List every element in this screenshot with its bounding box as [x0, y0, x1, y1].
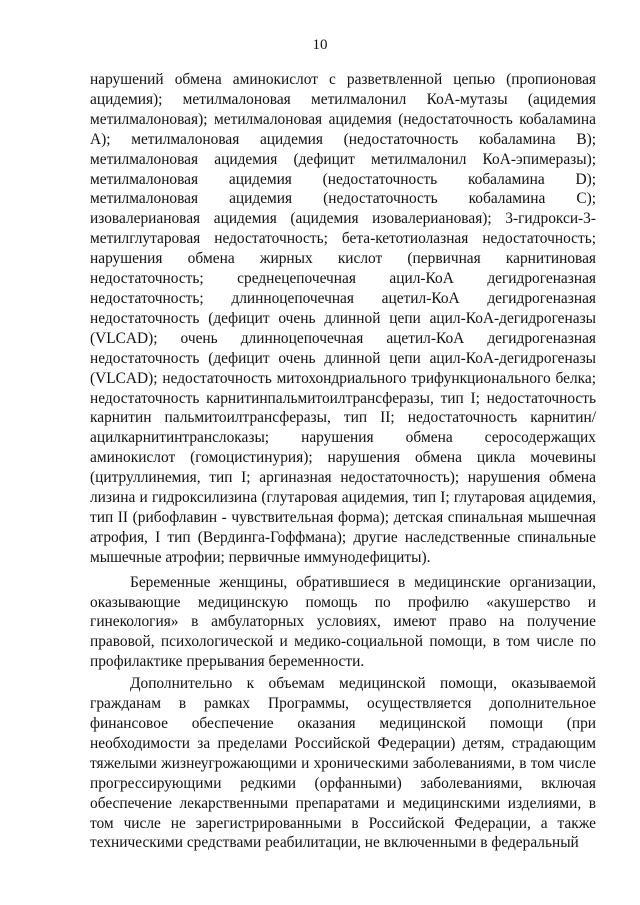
paragraph-continuation-disease-list: нарушений обмена аминокислот с разветвленной цепью (пропионовая ацидемия); метилмалоновая метилмалонил КоА-мутазы (ацидемия метилмалоновая); метилмалоновая ацидемия (недостаточность кобаламина А); метилмалоновая ацидемия (недостаточность кобаламина В); метилмалоновая ацидемия (дефицит метилмалонил КоА-эпимеразы); метилмалоновая ацидемия (недостаточность кобаламина D); метилмалоновая ацидемия (недостаточность кобаламина С); изовалериановая ацидемия (ацидемия изовалериановая); 3-гидрокси-3-метилглутаровая недостаточность; бета-кетотиолазная недостаточность; нарушения обмена жирных кислот (первичная карнитиновая недостаточность; среднецепочечная ацил-КоА дегидрогеназная недостаточность; длинноцепочечная ацетил-КоА дегидрогеназная недостаточность (дефицит очень длинной цепи ацил-КоА-дегидрогеназы (VLCAD); очень длинноцепочечная ацетил-КоА дегидрогеназная недостаточность (дефицит очень длинной цепи ацил-КоА-дегидрогеназы (VLCAD); недостаточность митохондриального трифункционального белка; недостаточность карнитинпальмитоилтрансферазы, тип I; недостаточность карнитин пальмитоилтрансферазы, тип II; недостаточность карнитин/ацилкарнитинтранслоказы; нарушения обмена серосодержащих аминокислот (гомоцистинурия); нарушения обмена цикла мочевины (цитруллинемия, тип I; аргиназная недостаточность); нарушения обмена лизина и гидроксилизина (глутаровая ацидемия, тип I; глутаровая ацидемия, тип II (рибофлавин - чувствительная форма); детская спинальная мышечная атрофия, I тип (Вердинга-Гоффмана); другие наследственные спинальные мышечные атрофии; первичные иммунодефициты). [90, 71, 596, 566]
page-number: 10 [312, 37, 328, 53]
document-body [90, 70, 596, 853]
paragraph-additional-financing: Дополнительно к объемам медицинской помощи, оказываемой гражданам в рамках Программы, осуществляется дополнительное финансовое обеспечение оказания медицинской помощи (при необходимости за пределами Российской Федерации) детям, страдающим тяжелыми жизнеугрожающими и хроническими заболеваниями, в том числе прогрессирующими редкими (орфанными) заболеваниями, включая обеспечение лекарственными препаратами и медицинскими изделиями, в том числе не зарегистрированными в Российской Федерации, а также техническими средствами реабилитации, не включенными в федеральный [90, 675, 596, 852]
paragraph-pregnant-women-assistance: Беременные женщины, обратившиеся в медицинские организации, оказывающие медицинскую помощь по профилю «акушерство и гинекология» в амбулаторных условиях, имеют право на получение правовой, психологической и медико-социальной помощи, в том числе по профилактике прерывания беременности. [90, 573, 596, 671]
